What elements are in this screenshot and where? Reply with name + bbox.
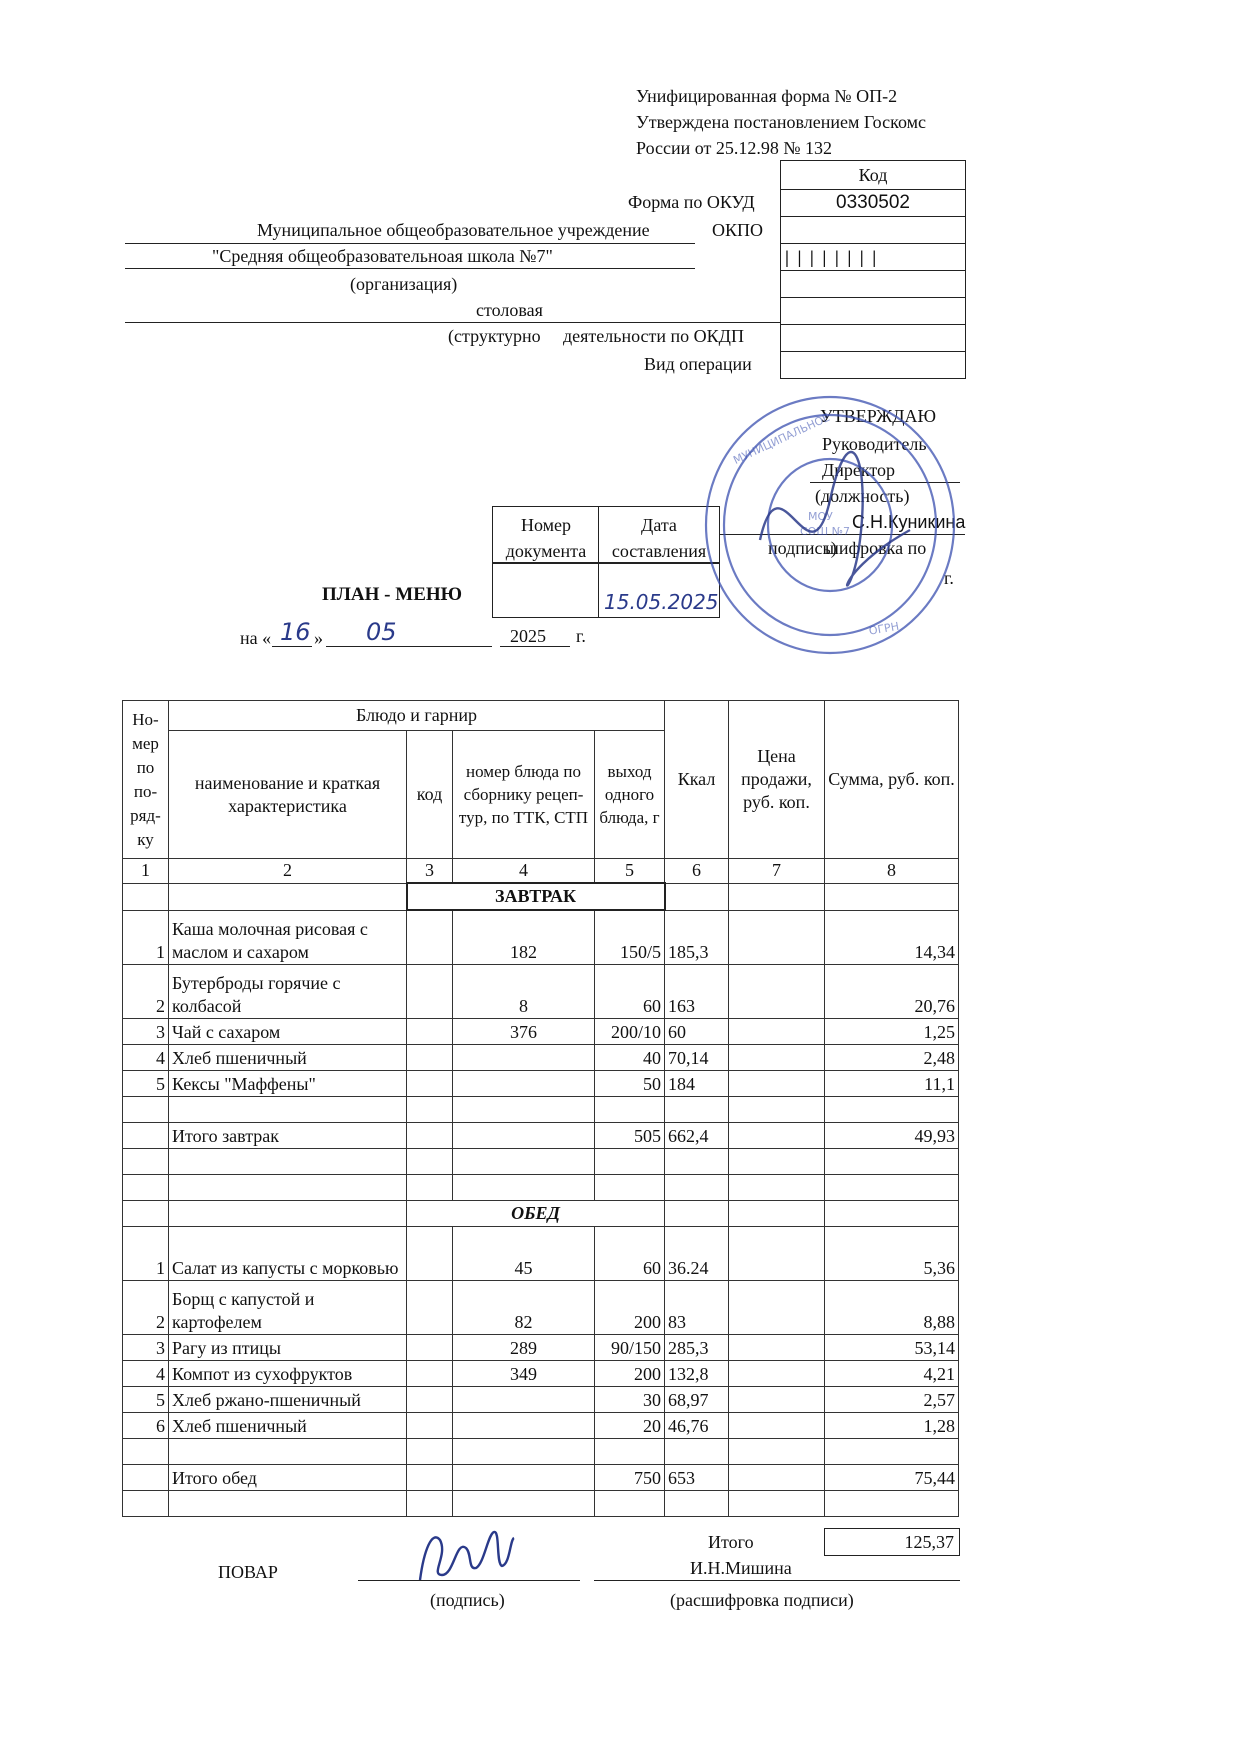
okdp-label: деятельности по ОКДП	[563, 326, 744, 346]
col-num-5: 5	[595, 859, 665, 884]
date-month: 05	[366, 618, 397, 646]
codes-table	[780, 160, 966, 379]
okud-code: 0330502	[781, 190, 966, 217]
document-title: ПЛАН - МЕНЮ	[322, 584, 463, 605]
svg-text:ОГРН: ОГРН	[867, 619, 901, 638]
header-kcal: Ккал	[665, 701, 729, 859]
table-row: 3 Чай с сахаром 376 200/10 60 1,25	[123, 1018, 959, 1044]
menu-table	[122, 700, 959, 1517]
table-row: 1 Каша молочная рисовая с маслом и сахаром 182 150/5 185,3 14,34	[123, 910, 959, 964]
header-code: код	[407, 731, 453, 859]
operation-code	[781, 352, 966, 379]
table-row: 3 Рагу из птицы 289 90/150 285,3 53,14	[123, 1334, 959, 1360]
table-row: 6 Хлеб пшеничный 20 46,76 1,28	[123, 1412, 959, 1438]
sign-caption: подпись)	[768, 538, 837, 558]
header-name: наименование и краткая характеристика	[169, 731, 407, 859]
date-close-quote: »	[314, 628, 323, 648]
doc-date-label: Дата составления	[611, 515, 707, 561]
director-name: С.Н.Куникина	[852, 512, 966, 532]
okud-label: Форма по ОКУД	[628, 192, 755, 212]
table-row: 4 Хлеб пшеничный 40 70,14 2,48	[123, 1044, 959, 1070]
okpo-code	[781, 217, 966, 244]
svg-text:МОУ: МОУ	[808, 510, 833, 523]
form-approval-date: России от 25.12.98 № 132	[636, 138, 833, 158]
code-empty-2	[781, 298, 966, 325]
org-caption: (организация)	[350, 274, 458, 294]
col-num-4: 4	[453, 859, 595, 884]
header-recipe: номер блюда по сборнику рецеп-тур, по ТТК, СТП	[453, 731, 595, 859]
date-year-suffix: г.	[576, 626, 586, 646]
approve-label: УТВЕРЖДАЮ	[820, 406, 937, 426]
position-caption: (должность)	[815, 486, 910, 506]
doc-number-label: Номер документа	[505, 515, 587, 561]
cook-label: ПОВАР	[218, 1562, 278, 1582]
org-name-line2: "Средняя общеобразовательноая школа №7"	[212, 246, 553, 266]
approve-head: Руководитель	[822, 434, 927, 454]
subdivision: столовая	[476, 300, 543, 320]
col-num-8: 8	[825, 859, 959, 884]
form-number: Унифицированная форма № ОП-2	[636, 86, 898, 106]
cook-name: И.Н.Мишина	[690, 1558, 792, 1578]
date-day: 16	[280, 618, 311, 646]
table-row: 1 Салат из капусты с морковью 45 60 36.24 5,36	[123, 1226, 959, 1280]
date-prefix: на «	[240, 628, 272, 648]
grand-total-label: Итого	[708, 1532, 754, 1552]
cook-sign-caption: (подпись)	[430, 1590, 505, 1610]
col-num-1: 1	[123, 859, 169, 884]
section-breakfast: ЗАВТРАК	[407, 883, 665, 910]
table-row: 2 Борщ с капустой и картофелем 82 200 83 8,88	[123, 1280, 959, 1334]
section-lunch: ОБЕД	[407, 1200, 665, 1226]
code-empty-1	[781, 271, 966, 298]
breakfast-total-row: Итого завтрак 505 662,4 49,93	[123, 1122, 959, 1148]
approve-year-suffix: г.	[944, 568, 954, 588]
cook-decode-caption: (расшифровка подписи)	[670, 1590, 854, 1610]
okpo-label: ОКПО	[712, 220, 764, 240]
okdp-code	[781, 325, 966, 352]
header-row-number: Но-мер по по-ряд-ку	[123, 701, 169, 859]
approve-position: Директор	[822, 460, 896, 480]
decode-caption: шифровка по	[825, 538, 927, 558]
codes-head: Код	[781, 161, 966, 190]
header-dish: Блюдо и гарнир	[169, 701, 665, 731]
svg-text:МУНИЦИПАЛЬНОЕ: МУНИЦИПАЛЬНОЕ	[731, 410, 832, 467]
svg-text:СОШ №7: СОШ №7	[800, 525, 851, 538]
header-yield: выход одного блюда, г	[595, 731, 665, 859]
subdivision-caption: (структурно	[448, 326, 541, 346]
grand-total-value: 125,37	[904, 1532, 954, 1552]
col-num-7: 7	[729, 859, 825, 884]
date-year: 2025	[510, 626, 546, 646]
okpo-marks: | | | | | | | |	[781, 244, 966, 271]
table-row: 4 Компот из сухофруктов 349 200 132,8 4,21	[123, 1360, 959, 1386]
header-price: Цена продажи, руб. коп.	[729, 701, 825, 859]
operation-label: Вид операции	[644, 354, 752, 374]
table-row: 5 Кексы "Маффены" 50 184 11,1	[123, 1070, 959, 1096]
col-num-6: 6	[665, 859, 729, 884]
doc-date-value: 15.05.2025	[604, 590, 719, 614]
col-num-3: 3	[407, 859, 453, 884]
col-num-2: 2	[169, 859, 407, 884]
org-name-line1: Муниципальное общеобразовательное учреждение	[257, 220, 650, 240]
lunch-total-row: Итого обед 750 653 75,44	[123, 1464, 959, 1490]
table-row: 5 Хлеб ржано-пшеничный 30 68,97 2,57	[123, 1386, 959, 1412]
stamp-seal	[700, 390, 960, 660]
header-sum: Сумма, руб. коп.	[825, 701, 959, 859]
form-approval: Утверждена постановлением Госкомс	[636, 112, 926, 132]
table-row: 2 Бутерброды горячие с колбасой 8 60 163 20,76	[123, 964, 959, 1018]
